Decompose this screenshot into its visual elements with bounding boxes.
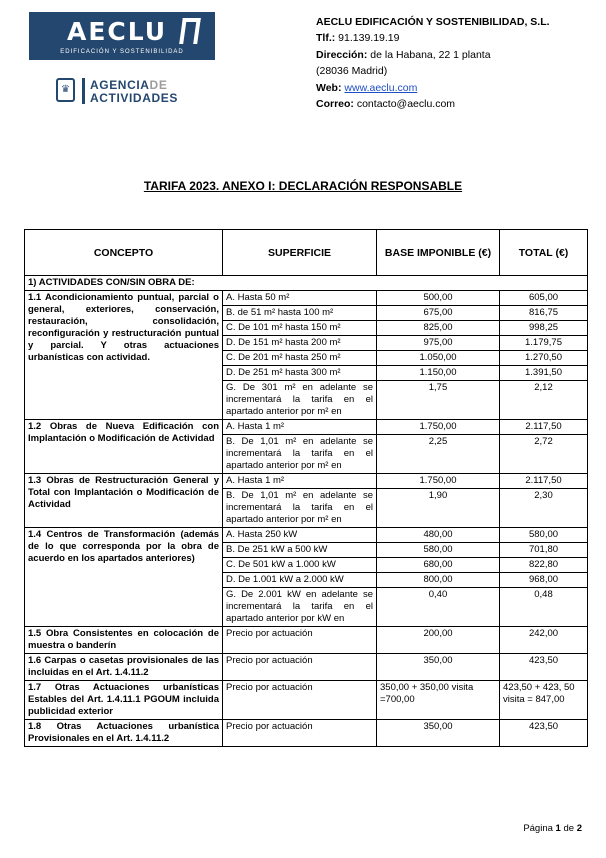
- superficie-cell: C. De 501 kW a 1.000 kW: [223, 558, 377, 573]
- concept-1-5: 1.5 Obra Consistentes en colocación de muestra o banderín: [25, 627, 223, 654]
- base-cell: 675,00: [377, 306, 500, 321]
- base-cell: 0,40: [377, 588, 500, 627]
- base-cell: 480,00: [377, 528, 500, 543]
- base-cell: 1.050,00: [377, 351, 500, 366]
- base-cell: 1.150,00: [377, 366, 500, 381]
- concept-1-2: 1.2 Obras de Nueva Edificación con Implantación o Modificación de Actividad: [25, 420, 223, 474]
- header-concepto: CONCEPTO: [25, 230, 223, 276]
- company-web: [316, 80, 550, 96]
- base-cell: 350,00 + 350,00 visita =700,00: [377, 681, 500, 720]
- footer-total: 2: [576, 823, 582, 834]
- agency-logo-divider: [82, 78, 85, 104]
- web-link[interactable]: www.aeclu.com: [344, 81, 418, 94]
- base-cell: 500,00: [377, 291, 500, 306]
- base-cell: 825,00: [377, 321, 500, 336]
- footer-label: Página: [523, 823, 553, 834]
- total-cell: 2,30: [500, 489, 588, 528]
- superficie-cell: A. Hasta 50 m²: [223, 291, 377, 306]
- table-row: [25, 681, 588, 720]
- footer-of: de: [563, 823, 575, 834]
- company-name: AECLU EDIFICACIÓN Y SOSTENIBILIDAD, S.L.: [316, 16, 550, 28]
- aeclu-logo-mark-icon: [179, 18, 201, 44]
- footer-page: 1: [555, 823, 561, 834]
- total-cell: 2,72: [500, 435, 588, 474]
- base-cell: 975,00: [377, 336, 500, 351]
- phone-value: 91.139.19.19: [338, 32, 400, 45]
- total-cell: 423,50: [500, 720, 588, 747]
- email-label: Correo:: [316, 98, 354, 111]
- table-row: [25, 720, 588, 747]
- table-row: [25, 528, 588, 543]
- superficie-cell: B. De 1,01 m² en adelante se incrementará la tarifa en el apartado anterior por m² en: [223, 489, 377, 528]
- header-base-imponible: BASE IMPONIBLE (€): [377, 230, 500, 276]
- concept-1-8: 1.8 Otras Actuaciones urbanística Provisionales en el Art. 1.4.11.2: [25, 720, 223, 747]
- phone-label: Tlf.:: [316, 32, 336, 45]
- superficie-cell: D. De 251 m² hasta 300 m²: [223, 366, 377, 381]
- madrid-crest-icon: ♛: [56, 78, 75, 102]
- company-phone: [316, 30, 550, 46]
- base-cell: 2,25: [377, 435, 500, 474]
- header-total: TOTAL (€): [500, 230, 588, 276]
- total-cell: 1.270,50: [500, 351, 588, 366]
- concept-1-6: 1.6 Carpas o casetas provisionales de las incluidas en el Art. 1.4.11.2: [25, 654, 223, 681]
- superficie-cell: B. de 51 m² hasta 100 m²: [223, 306, 377, 321]
- document-title: TARIFA 2023. ANEXO I: DECLARACIÓN RESPONSABLE: [143, 179, 463, 193]
- total-cell: 822,80: [500, 558, 588, 573]
- total-cell: 2,12: [500, 381, 588, 420]
- total-cell: 816,75: [500, 306, 588, 321]
- table-row: [25, 627, 588, 654]
- agency-line1-accent: DE: [149, 78, 168, 92]
- web-label: Web:: [316, 81, 342, 94]
- company-email: [316, 96, 550, 112]
- superficie-cell: Precio por actuación: [223, 681, 377, 720]
- total-cell: 0,48: [500, 588, 588, 627]
- table-row: [25, 474, 588, 489]
- superficie-cell: C. De 201 m² hasta 250 m²: [223, 351, 377, 366]
- table-header-row: [25, 230, 588, 276]
- total-cell: 1.391,50: [500, 366, 588, 381]
- total-cell: 423,50: [500, 654, 588, 681]
- tariff-table: [24, 229, 588, 747]
- table-row: [25, 420, 588, 435]
- concept-1-1: 1.1 Acondicionamiento puntual, parcial o general, exteriores, conservación, restauración, consolidación, reconfiguración y restructuración puntual y parcial. Y otras actuaciones urbanísticas con actividad.: [25, 291, 223, 420]
- page-footer: [523, 823, 582, 834]
- company-address: [316, 47, 550, 63]
- superficie-cell: B. De 251 kW a 500 kW: [223, 543, 377, 558]
- address-label: Dirección:: [316, 48, 368, 61]
- superficie-cell: D. De 1.001 kW a 2.000 kW: [223, 573, 377, 588]
- table-row: [25, 654, 588, 681]
- superficie-cell: D. De 151 m² hasta 200 m²: [223, 336, 377, 351]
- concept-1-3: 1.3 Obras de Restructuración General y Total con Implantación o Modificación de Actividad: [25, 474, 223, 528]
- concept-1-4: 1.4 Centros de Transformación (además de lo que corresponda por la obra de acuerdo en los apartados anteriores): [25, 528, 223, 627]
- email-value: contacto@aeclu.com: [356, 98, 456, 111]
- section-title: 1) ACTIVIDADES CON/SIN OBRA DE:: [25, 276, 588, 291]
- address-value: de la Habana, 22 1 planta: [370, 48, 491, 61]
- base-cell: 1.750,00: [377, 474, 500, 489]
- base-cell: 1,90: [377, 489, 500, 528]
- superficie-cell: A. Hasta 1 m²: [223, 474, 377, 489]
- superficie-cell: Precio por actuación: [223, 720, 377, 747]
- base-cell: 680,00: [377, 558, 500, 573]
- company-info: [316, 14, 550, 112]
- aeclu-logo-text: AECLU: [67, 17, 168, 46]
- aeclu-logo: [29, 12, 215, 60]
- base-cell: 580,00: [377, 543, 500, 558]
- agency-logo: [90, 79, 178, 105]
- company-postal: (28036 Madrid): [316, 65, 388, 78]
- base-cell: 200,00: [377, 627, 500, 654]
- total-cell: 998,25: [500, 321, 588, 336]
- base-cell: 350,00: [377, 720, 500, 747]
- base-cell: 350,00: [377, 654, 500, 681]
- superficie-cell: G. De 301 m² en adelante se incrementará la tarifa en el apartado anterior por m² en: [223, 381, 377, 420]
- base-cell: 1.750,00: [377, 420, 500, 435]
- section-row: [25, 276, 588, 291]
- superficie-cell: A. Hasta 1 m²: [223, 420, 377, 435]
- superficie-cell: G. De 2.001 kW en adelante se incrementará la tarifa en el apartado anterior por kW en: [223, 588, 377, 627]
- superficie-cell: B. De 1,01 m² en adelante se incrementará la tarifa en el apartado anterior por m² en: [223, 435, 377, 474]
- total-cell: 1.179,75: [500, 336, 588, 351]
- total-cell: 605,00: [500, 291, 588, 306]
- superficie-cell: A. Hasta 250 kW: [223, 528, 377, 543]
- agency-line1: AGENCIA: [90, 78, 150, 92]
- superficie-cell: C. De 101 m² hasta 150 m²: [223, 321, 377, 336]
- total-cell: 701,80: [500, 543, 588, 558]
- superficie-cell: Precio por actuación: [223, 654, 377, 681]
- header-superficie: SUPERFICIE: [223, 230, 377, 276]
- total-cell: 580,00: [500, 528, 588, 543]
- concept-1-7: 1.7 Otras Actuaciones urbanísticas Estables del Art. 1.4.11.1 PGOUM incluida publicidad exterior: [25, 681, 223, 720]
- base-cell: 800,00: [377, 573, 500, 588]
- total-cell: 242,00: [500, 627, 588, 654]
- aeclu-logo-tagline: EDIFICACIÓN Y SOSTENIBILIDAD: [60, 49, 184, 55]
- total-cell: 423,50 + 423, 50 visita = 847,00: [500, 681, 588, 720]
- superficie-cell: Precio por actuación: [223, 627, 377, 654]
- base-cell: 1,75: [377, 381, 500, 420]
- total-cell: 2.117,50: [500, 474, 588, 489]
- agency-line2: ACTIVIDADES: [90, 91, 178, 105]
- total-cell: 968,00: [500, 573, 588, 588]
- table-row: [25, 291, 588, 306]
- total-cell: 2.117,50: [500, 420, 588, 435]
